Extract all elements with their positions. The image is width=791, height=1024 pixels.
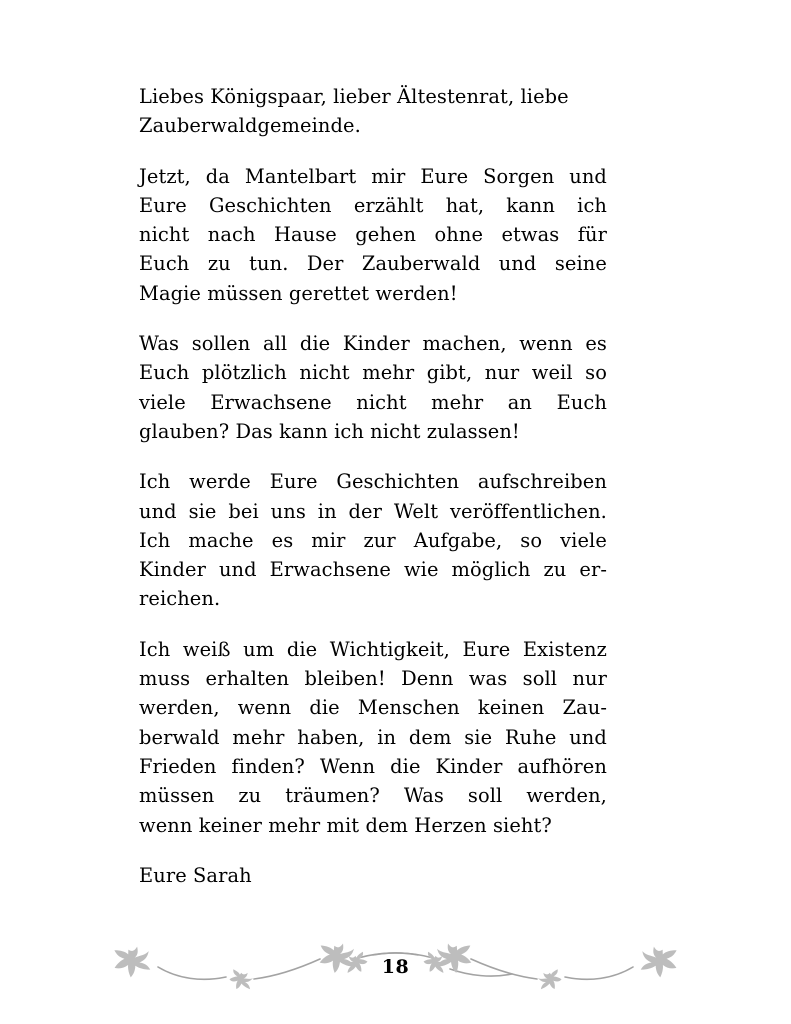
- word: träumen?: [285, 784, 380, 808]
- word: um: [243, 637, 275, 661]
- word: werden,: [526, 784, 607, 808]
- word: sollen: [191, 332, 251, 356]
- text-line: [139, 664, 607, 693]
- text-line: [139, 723, 607, 752]
- word: zur: [363, 528, 396, 552]
- word: es: [585, 332, 607, 356]
- word: etwas: [501, 223, 560, 247]
- word: finden?: [231, 754, 305, 778]
- word: die: [309, 696, 340, 720]
- word: an: [507, 390, 533, 414]
- text-line: Eure Sarah: [139, 863, 252, 887]
- word: Mantelbart: [244, 164, 357, 188]
- word: seine: [554, 252, 607, 276]
- word: Kinder: [342, 332, 410, 356]
- text-line: glauben? Das kann ich nicht zulassen!: [139, 419, 520, 443]
- word: viele: [139, 390, 186, 414]
- word: die: [286, 637, 318, 661]
- text-line: [139, 249, 607, 278]
- paragraph-salutation: [139, 82, 607, 141]
- word: Geschichten: [208, 193, 332, 217]
- word: die: [390, 754, 421, 778]
- word: viele: [560, 528, 607, 552]
- word: gibt,: [426, 361, 473, 385]
- word: zu: [238, 784, 262, 808]
- word: gehen: [355, 223, 417, 247]
- word: erzählt: [353, 193, 424, 217]
- word: berwald: [139, 725, 220, 749]
- paragraph-paragraph-3: [139, 467, 607, 613]
- word: Jetzt,: [139, 164, 191, 188]
- word: in: [317, 499, 337, 523]
- word: nur: [484, 361, 520, 385]
- text-line: [139, 358, 607, 387]
- word: bleiben!: [304, 667, 386, 691]
- word: er-: [579, 558, 607, 582]
- text-line: [139, 329, 607, 358]
- word: ohne: [434, 223, 484, 247]
- word: Euch: [139, 252, 190, 276]
- word: die: [299, 332, 331, 356]
- word: Ruhe: [504, 725, 557, 749]
- text-line: [139, 162, 607, 191]
- word: Was: [403, 784, 444, 808]
- word: sie: [188, 499, 217, 523]
- text-line: [139, 467, 607, 496]
- word: uns: [270, 499, 306, 523]
- word: zu: [543, 558, 567, 582]
- word: sie: [464, 725, 493, 749]
- word: Euch: [139, 361, 190, 385]
- word: und: [498, 252, 537, 276]
- paragraph-paragraph-1: [139, 162, 607, 308]
- word: Aufgabe,: [413, 528, 503, 552]
- word: Erwachsene: [210, 390, 332, 414]
- word: soll: [467, 784, 503, 808]
- word: veröffentlichen.: [449, 499, 607, 523]
- word: mir: [311, 528, 346, 552]
- word: so: [520, 528, 543, 552]
- paragraph-paragraph-4: [139, 635, 607, 840]
- word: nicht: [299, 361, 350, 385]
- word: tun.: [249, 252, 289, 276]
- word: weil: [531, 361, 573, 385]
- word: all: [262, 332, 288, 356]
- word: Ich: [139, 637, 171, 661]
- word: mir: [371, 164, 406, 188]
- word: mehr: [431, 390, 484, 414]
- word: mehr: [232, 725, 285, 749]
- word: möglich: [451, 558, 531, 582]
- word: Der: [306, 252, 344, 276]
- word: und: [569, 725, 607, 749]
- word: müssen: [139, 784, 215, 808]
- word: Ich: [139, 528, 171, 552]
- word: bei: [228, 499, 259, 523]
- word: wenn: [237, 696, 292, 720]
- letter-text-body: [139, 82, 607, 890]
- text-line: [139, 526, 607, 555]
- word: in: [377, 725, 397, 749]
- word: nach: [207, 223, 256, 247]
- word: weiß: [182, 637, 231, 661]
- word: Eure: [462, 637, 511, 661]
- word: es: [271, 528, 294, 552]
- text-line: [139, 191, 607, 220]
- word: machen,: [422, 332, 507, 356]
- word: Existenz: [522, 637, 607, 661]
- word: haben,: [297, 725, 365, 749]
- text-line: Magie müssen gerettet werden!: [139, 281, 458, 305]
- word: soll: [522, 667, 558, 691]
- word: werde: [189, 470, 251, 494]
- text-line: [139, 497, 607, 526]
- word: nicht: [356, 390, 407, 414]
- word: was: [468, 667, 508, 691]
- word: Menschen: [357, 696, 460, 720]
- word: Eure: [269, 470, 318, 494]
- word: und: [218, 558, 257, 582]
- word: Zau-: [562, 696, 607, 720]
- word: plötzlich: [201, 361, 287, 385]
- word: Euch: [556, 390, 607, 414]
- word: Kinder: [139, 558, 206, 582]
- word: Was: [139, 332, 180, 356]
- word: und: [569, 164, 607, 188]
- text-line: [139, 635, 607, 664]
- word: Wichtigkeit,: [329, 637, 450, 661]
- word: Geschichten: [336, 470, 460, 494]
- word: nur: [572, 667, 607, 691]
- word: Denn: [401, 667, 454, 691]
- word: keinen: [477, 696, 545, 720]
- word: Zauberwald: [361, 252, 481, 276]
- word: Erwachsene: [269, 558, 391, 582]
- paragraph-paragraph-2: [139, 329, 607, 446]
- word: zu: [207, 252, 231, 276]
- word: kann: [506, 193, 555, 217]
- word: werden,: [139, 696, 220, 720]
- word: da: [205, 164, 230, 188]
- text-line: [139, 693, 607, 722]
- word: muss: [139, 667, 191, 691]
- word: mache: [188, 528, 254, 552]
- word: und: [139, 499, 177, 523]
- word: aufhören: [517, 754, 607, 778]
- page-number: 18: [381, 956, 410, 978]
- word: Sorgen: [483, 164, 555, 188]
- word: Wenn: [319, 754, 376, 778]
- word: Frieden: [139, 754, 217, 778]
- word: Kinder: [435, 754, 503, 778]
- text-line: Zauberwaldgemeinde.: [139, 114, 361, 138]
- word: dem: [408, 725, 452, 749]
- word: Hause: [273, 223, 337, 247]
- word: wie: [403, 558, 439, 582]
- word: mehr: [362, 361, 415, 385]
- word: aufschreiben: [477, 470, 607, 494]
- text-line: [139, 555, 607, 584]
- word: Welt: [393, 499, 439, 523]
- word: für: [577, 223, 607, 247]
- word: ich: [577, 193, 607, 217]
- text-line: [139, 220, 607, 249]
- word: erhalten: [205, 667, 290, 691]
- text-line: [139, 781, 607, 810]
- word: Eure: [139, 193, 187, 217]
- word: Eure: [420, 164, 469, 188]
- word: Ich: [139, 470, 171, 494]
- word: der: [348, 499, 382, 523]
- word: wenn: [519, 332, 573, 356]
- text-line: Liebes Königspaar, lieber Ältestenrat, liebe: [139, 85, 569, 108]
- text-line: reichen.: [139, 587, 221, 611]
- text-line: wenn keiner mehr mit dem Herzen sieht?: [139, 813, 552, 837]
- paragraph-signature: [139, 861, 607, 890]
- word: hat,: [445, 193, 485, 217]
- word: nicht: [139, 223, 190, 247]
- text-line: [139, 752, 607, 781]
- word: so: [585, 361, 607, 385]
- text-line: [139, 388, 607, 417]
